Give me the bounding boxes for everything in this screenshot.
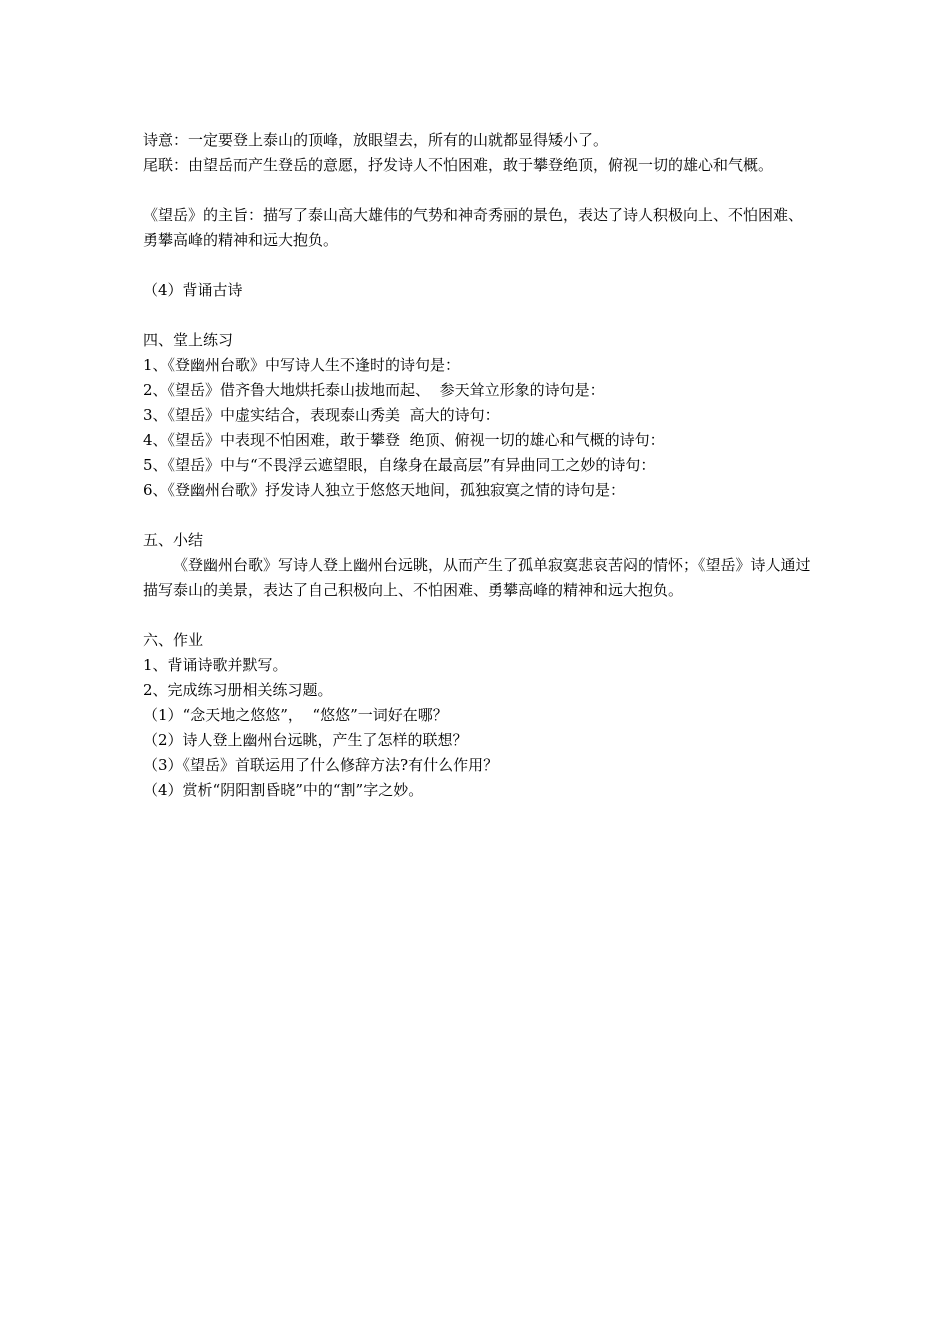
homework-item: 1、背诵诗歌并默写。: [143, 656, 288, 674]
homework-question: （4）赏析“阴阳割昏晓”中的“割”字之妙。: [143, 781, 424, 799]
practice-item: 5、《望岳》中与“不畏浮云遮望眼，自缘身在最高层”有异曲同工之妙的诗句：: [143, 456, 656, 474]
homework-question: （3）《望岳》首联运用了什么修辞方法?有什么作用？: [143, 756, 499, 774]
homework-question: （1）“念天地之悠悠”， “悠悠”一词好在哪？: [143, 706, 448, 724]
poem-meaning: 诗意：一定要登上泰山的顶峰，放眼望去，所有的山就都显得矮小了。: [143, 131, 609, 149]
summary-heading: 五、小结: [143, 531, 204, 549]
spacer: [143, 603, 813, 628]
practice-heading: 四、堂上练习: [143, 331, 234, 349]
step-recite: （4）背诵古诗: [143, 281, 243, 299]
practice-item: 6、《登幽州台歌》抒发诗人独立于悠悠天地间，孤独寂寞之情的诗句是：: [143, 481, 626, 499]
homework-heading: 六、作业: [143, 631, 204, 649]
tail-couplet: 尾联：由望岳而产生登岳的意愿，抒发诗人不怕困难，敢于攀登绝顶，俯视一切的雄心和气概。: [143, 156, 774, 174]
practice-item: 2、《望岳》借齐鲁大地烘托泰山拔地而起、 参天耸立形象的诗句是：: [143, 381, 605, 399]
theme-paragraph: 《望岳》的主旨：描写了泰山高大雄伟的气势和神奇秀丽的景色，表达了诗人积极向上、不怕困难、勇攀高峰的精神和远大抱负。: [143, 206, 804, 249]
summary-paragraph: 《登幽州台歌》写诗人登上幽州台远眺，从而产生了孤单寂寞悲哀苦闷的情怀；《望岳》诗人通过描写泰山的美景，表达了自己积极向上、不怕困难、勇攀高峰的精神和远大抱负。: [143, 556, 811, 599]
spacer: [143, 503, 813, 528]
spacer: [143, 253, 813, 278]
spacer: [143, 178, 813, 203]
spacer: [143, 303, 813, 328]
homework-item: 2、完成练习册相关练习题。: [143, 681, 333, 699]
practice-item: 3、《望岳》中虚实结合，表现泰山秀美 高大的诗句：: [143, 406, 500, 424]
document-body: [143, 128, 813, 803]
homework-question: （2）诗人登上幽州台远眺，产生了怎样的联想？: [143, 731, 468, 749]
practice-item: 4、《望岳》中表现不怕困难，敢于攀登 绝顶、俯视一切的雄心和气概的诗句：: [143, 431, 665, 449]
practice-item: 1、《登幽州台歌》中写诗人生不逢时的诗句是：: [143, 356, 461, 374]
